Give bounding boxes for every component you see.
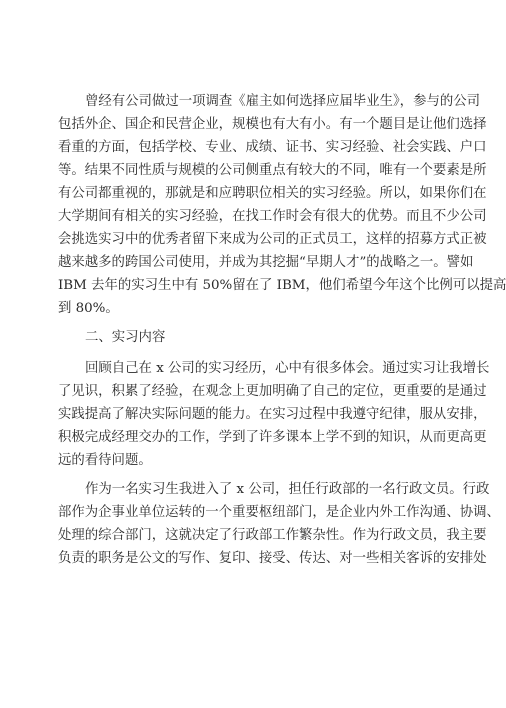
text-line: 到 80%。 [58, 301, 119, 316]
text-line: 实践提高了解决实际问题的能力。在实习过程中我遵守纪律，服从安排， [58, 407, 487, 422]
section-heading: 二、实习内容 [85, 330, 166, 345]
paragraph-role [58, 478, 500, 570]
text-line: 曾经有公司做过一项调查《雇主如何选择应届毕业生》，参与的公司 [85, 94, 481, 109]
text-line: 作为一名实习生我进入了 x 公司，担任行政部的一名行政文员。行政 [85, 482, 490, 497]
text-line: 看重的方面，包括学校、专业、成绩、证书、实习经验、社会实践、户口 [58, 140, 487, 155]
text-line: 等。结果不同性质与规模的公司侧重点有较大的不同，唯有一个要素是所 [58, 163, 487, 178]
text-line: 处理的综合部门，这就决定了行政部工作繁杂性。作为行政文员，我主要 [58, 528, 487, 543]
text-line: 会挑选实习中的优秀者留下来成为公司的正式员工，这样的招募方式正被 [58, 232, 487, 247]
text-line: 了见识，积累了经验，在观念上更加明确了自己的定位，更重要的是通过 [58, 384, 487, 399]
document-body [58, 90, 506, 574]
text-line: IBM 去年的实习生中有 50%留在了 IBM，他们希望今年这个比例可以提高 [58, 278, 506, 293]
text-line: 有公司都重视的，那就是和应聘职位相关的实习经验。所以，如果你们在 [58, 186, 487, 201]
text-line: 负责的职务是公文的写作、复印、接受、传达、对一些相关客诉的安排处 [58, 551, 487, 566]
text-line: 回顾自己在 x 公司的实习经历，心中有很多体会。通过实习让我增长 [85, 361, 490, 376]
paragraph-review [58, 357, 490, 472]
text-line: 包括外企、国企和民营企业，规模也有大有小。有一个题目是让他们选择 [58, 117, 487, 132]
text-line: 积极完成经理交办的工作，学到了许多课本上学不到的知识，从而更高更 [58, 430, 487, 445]
paragraph-survey [58, 90, 506, 320]
text-line: 大学期间有相关的实习经验，在找工作时会有很大的优势。而且不少公司 [58, 209, 487, 224]
text-line: 远的看待问题。 [58, 453, 152, 468]
text-line: 部作为企事业单位运转的一个重要枢纽部门，是企业内外工作沟通、协调、 [58, 505, 500, 520]
text-line: 越来越多的跨国公司使用，并成为其挖掘“早期人才”的战略之一。譬如 [58, 255, 474, 270]
